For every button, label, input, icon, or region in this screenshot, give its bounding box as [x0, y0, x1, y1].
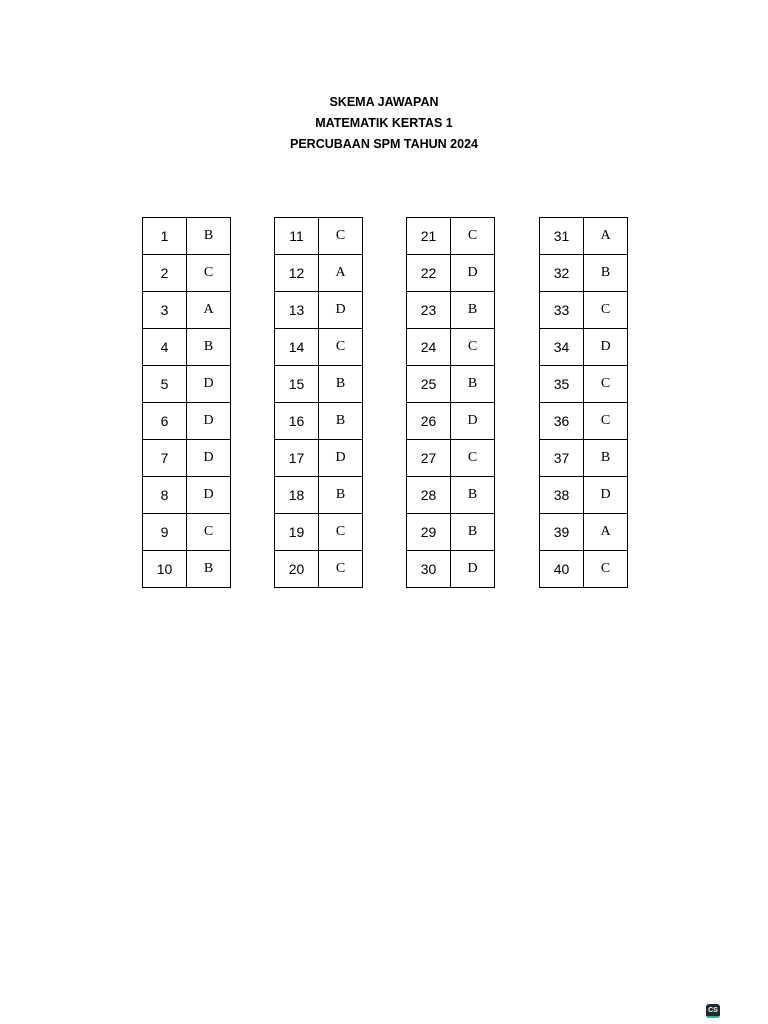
document-header — [0, 92, 768, 155]
question-number: 36 — [540, 403, 584, 440]
question-number: 4 — [143, 329, 187, 366]
answer-row — [407, 329, 495, 366]
answer-row — [407, 440, 495, 477]
answer-row — [275, 477, 363, 514]
question-number: 39 — [540, 514, 584, 551]
question-number: 16 — [275, 403, 319, 440]
answer-letter: D — [451, 255, 495, 292]
answer-letter: A — [319, 255, 363, 292]
answer-table-31-40 — [539, 217, 628, 588]
answer-letter: C — [451, 218, 495, 255]
answer-letter: C — [584, 292, 628, 329]
question-number: 14 — [275, 329, 319, 366]
answer-row — [407, 255, 495, 292]
answer-row — [407, 218, 495, 255]
answer-row — [275, 292, 363, 329]
answer-row — [407, 514, 495, 551]
answer-letter: B — [584, 255, 628, 292]
answer-row — [540, 292, 628, 329]
question-number: 1 — [143, 218, 187, 255]
answer-letter: B — [451, 477, 495, 514]
answer-row — [143, 551, 231, 588]
answer-row — [143, 477, 231, 514]
answer-letter: C — [584, 366, 628, 403]
answer-row — [275, 440, 363, 477]
question-number: 2 — [143, 255, 187, 292]
answer-letter: C — [319, 514, 363, 551]
answer-letter: C — [584, 551, 628, 588]
answer-letter: C — [187, 255, 231, 292]
answer-letter: D — [187, 477, 231, 514]
question-number: 3 — [143, 292, 187, 329]
answer-row — [143, 255, 231, 292]
question-number: 27 — [407, 440, 451, 477]
answer-letter: D — [584, 477, 628, 514]
answer-row — [540, 403, 628, 440]
header-title: SKEMA JAWAPAN — [329, 95, 439, 109]
answer-row — [407, 366, 495, 403]
answer-letter: D — [187, 403, 231, 440]
answer-row — [540, 255, 628, 292]
question-number: 31 — [540, 218, 584, 255]
question-number: 19 — [275, 514, 319, 551]
question-number: 23 — [407, 292, 451, 329]
answer-table-11-20 — [274, 217, 363, 588]
answer-letter: A — [187, 292, 231, 329]
question-number: 6 — [143, 403, 187, 440]
answer-letter: A — [584, 514, 628, 551]
question-number: 9 — [143, 514, 187, 551]
answer-row — [275, 551, 363, 588]
question-number: 22 — [407, 255, 451, 292]
answer-letter: C — [584, 403, 628, 440]
question-number: 26 — [407, 403, 451, 440]
answer-letter: B — [584, 440, 628, 477]
question-number: 35 — [540, 366, 584, 403]
answer-row — [540, 477, 628, 514]
question-number: 5 — [143, 366, 187, 403]
question-number: 20 — [275, 551, 319, 588]
answer-table-1-10 — [142, 217, 231, 588]
answer-letter: D — [187, 440, 231, 477]
question-number: 8 — [143, 477, 187, 514]
answer-letter: D — [187, 366, 231, 403]
answer-letter: B — [187, 551, 231, 588]
question-number: 10 — [143, 551, 187, 588]
answer-letter: C — [451, 440, 495, 477]
question-number: 34 — [540, 329, 584, 366]
answer-letter: B — [187, 218, 231, 255]
question-number: 40 — [540, 551, 584, 588]
answer-letter: C — [319, 551, 363, 588]
question-number: 21 — [407, 218, 451, 255]
answer-letter: D — [451, 551, 495, 588]
question-number: 29 — [407, 514, 451, 551]
answer-row — [275, 329, 363, 366]
answer-tables — [142, 217, 628, 587]
question-number: 18 — [275, 477, 319, 514]
question-number: 33 — [540, 292, 584, 329]
answer-row — [143, 292, 231, 329]
answer-letter: B — [319, 477, 363, 514]
answer-row — [407, 403, 495, 440]
answer-letter: D — [319, 292, 363, 329]
answer-row — [540, 366, 628, 403]
answer-letter: C — [319, 329, 363, 366]
answer-row — [407, 292, 495, 329]
answer-row — [275, 514, 363, 551]
answer-letter: B — [319, 366, 363, 403]
question-number: 24 — [407, 329, 451, 366]
answer-row — [275, 403, 363, 440]
question-number: 38 — [540, 477, 584, 514]
answer-row — [275, 218, 363, 255]
question-number: 7 — [143, 440, 187, 477]
question-number: 13 — [275, 292, 319, 329]
answer-row — [275, 366, 363, 403]
answer-row — [143, 403, 231, 440]
answer-row — [540, 329, 628, 366]
answer-letter: B — [451, 514, 495, 551]
answer-letter: D — [319, 440, 363, 477]
answer-row — [143, 514, 231, 551]
answer-letter: C — [187, 514, 231, 551]
answer-row — [143, 366, 231, 403]
question-number: 15 — [275, 366, 319, 403]
question-number: 25 — [407, 366, 451, 403]
question-number: 28 — [407, 477, 451, 514]
answer-row — [143, 440, 231, 477]
header-exam: PERCUBAAN SPM TAHUN 2024 — [290, 137, 478, 151]
answer-letter: B — [187, 329, 231, 366]
answer-row — [540, 218, 628, 255]
question-number: 37 — [540, 440, 584, 477]
answer-row — [143, 329, 231, 366]
answer-letter: A — [584, 218, 628, 255]
answer-letter: C — [451, 329, 495, 366]
answer-row — [143, 218, 231, 255]
camscanner-logo-icon: CS — [706, 1004, 720, 1018]
answer-letter: B — [451, 366, 495, 403]
answer-row — [540, 440, 628, 477]
header-subject: MATEMATIK KERTAS 1 — [315, 116, 453, 130]
answer-letter: C — [319, 218, 363, 255]
question-number: 12 — [275, 255, 319, 292]
question-number: 32 — [540, 255, 584, 292]
answer-row — [540, 551, 628, 588]
question-number: 17 — [275, 440, 319, 477]
question-number: 30 — [407, 551, 451, 588]
answer-row — [540, 514, 628, 551]
answer-row — [407, 551, 495, 588]
answer-letter: B — [451, 292, 495, 329]
question-number: 11 — [275, 218, 319, 255]
answer-row — [407, 477, 495, 514]
answer-letter: D — [451, 403, 495, 440]
answer-letter: B — [319, 403, 363, 440]
answer-table-21-30 — [406, 217, 495, 588]
answer-row — [275, 255, 363, 292]
answer-letter: D — [584, 329, 628, 366]
